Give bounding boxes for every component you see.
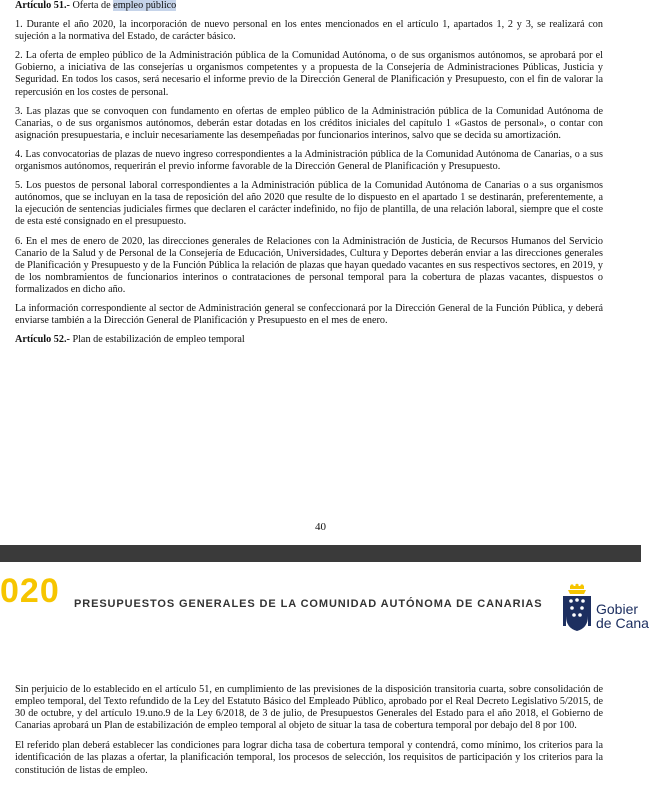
article-51-label: Artículo 51.- <box>15 0 70 11</box>
article-52-heading <box>15 334 603 346</box>
paragraph-6: 6. En el mes de enero de 2020, las direcciones generales de Relaciones con la Administración de Justicia, de Recursos Humanos del Servicio Canario de la Salud y de Personal de la Consejería de Educación, Universidades, Cultura y Deportes deberán enviar a las direcciones generales de Planificación y Presupuesto y de la Función Pública la relación de plazas que hayan quedado vacantes en sus respectivos sectores, en 2019, y de los nombramientos de funcionarios interinos o contrataciones de personal temporal para la cobertura de plazas vacantes, dispuestos o formalizados en dicho año. <box>15 235 603 295</box>
paragraph-8: Sin perjuicio de lo establecido en el artículo 51, en cumplimiento de las previsiones de la disposición transitoria cuarta, sobre consolidación de empleo temporal, del Texto refundido de la Ley del Estatuto Básico del Empleado Público, aprobado por el Real Decreto Legislativo 5/2015, de 30 de octubre, y del artículo 19.uno.9 de la Ley 6/2018, de 3 de julio, de Presupuestos Generales del Estado para el año 2018, el Gobierno de Canarias aprobará un Plan de estabilización de empleo temporal al objeto de situar la tasa de cobertura temporal por debajo del 8 por 100. <box>15 684 603 732</box>
paragraph-2: 2. La oferta de empleo público de la Administración pública de la Comunidad Autónoma, o de sus organismos autónomos, se aprobará por el Gobierno, a iniciativa de las consejerías u organismos competentes y a propuesta de la Consejería de Administraciones Públicas, Justicia y Seguridad. En todos los casos, será necesario el informe previo de la Dirección General de Planificación y Presupuesto, con el fin de valorar la repercusión en los costes de personal. <box>15 50 603 98</box>
header-year: 020 <box>0 572 60 610</box>
page-body-2 <box>15 684 603 785</box>
page-separator <box>0 545 641 562</box>
article-51-title: Oferta de <box>72 0 114 11</box>
government-name-line2: de Cana <box>596 615 649 631</box>
paragraph-4: 4. Las convocatorias de plazas de nuevo ingreso correspondientes a la Administración pública de la Comunidad Autónoma de Canarias, o a sus organismos autónomos, requerirán el previo informe favorable de la Dirección General de Planificación y Presupuesto. <box>15 148 603 173</box>
article-52-title: Plan de estabilización de empleo temporal <box>72 334 245 346</box>
paragraph-1: 1. Durante el año 2020, la incorporación de nuevo personal en los entes mencionados en el artículo 1, apartados 1, 2 y 3, se realizará con sujeción a la normativa del Estado, de carácter básico. <box>15 19 603 43</box>
paragraph-7: La información correspondiente al sector de Administración general se confeccionará por la Dirección General de la Función Pública, y deberá enviarse también a la Dirección General de Planificación y Presupuesto en el mes de enero. <box>15 302 603 327</box>
page-body <box>15 0 603 353</box>
paragraph-3: 3. Las plazas que se convoquen con fundamento en ofertas de empleo público de la Administración pública de la Comunidad Autónoma de Canarias, o de sus organismos autónomos, deberán estar dotadas en los créditos iniciales del capítulo 1 «Gastos de personal», o contar con asignación presupuestaria, e incluir necesariamente las desempeñadas por funcionarios interinos, salvo que se decida su amortización. <box>15 105 603 141</box>
page-number: 40 <box>315 521 326 533</box>
document-page-41 <box>0 562 649 804</box>
article-51-heading <box>15 0 603 12</box>
government-name <box>596 602 649 630</box>
paragraph-5: 5. Los puestos de personal laboral correspondientes a la Administración pública de la Comunidad Autónoma de Canarias o a sus organismos autónomos, que se incluyan en la tasa de reposición del año 2020 que resulte de lo dispuesto en el apartado 1 se destinarán, preferentemente, a la ejecución de sentencias judiciales firmes que declaren el carácter indefinido, no fijo de plantilla, de una relación laboral, siempre que el coste de esta esté consignado en el presupuesto. <box>15 180 603 228</box>
government-name-line1: Gobier <box>596 601 639 617</box>
article-52-label: Artículo 52.- <box>15 334 70 346</box>
header-title: PRESUPUESTOS GENERALES DE LA COMUNIDAD AUTÓNOMA DE CANARIAS <box>74 598 543 610</box>
paragraph-9: El referido plan deberá establecer las condiciones para lograr dicha tasa de cobertura temporal y contendrá, como mínimo, los criterios para la identificación de las plazas a ofertar, la planificación temporal, los procesos de selección, los requisitos de participación y los criterios para la constitución de listas de empleo. <box>15 740 603 776</box>
highlighted-text[interactable]: empleo público <box>113 0 177 11</box>
canarias-coat-of-arms-icon <box>562 584 592 632</box>
